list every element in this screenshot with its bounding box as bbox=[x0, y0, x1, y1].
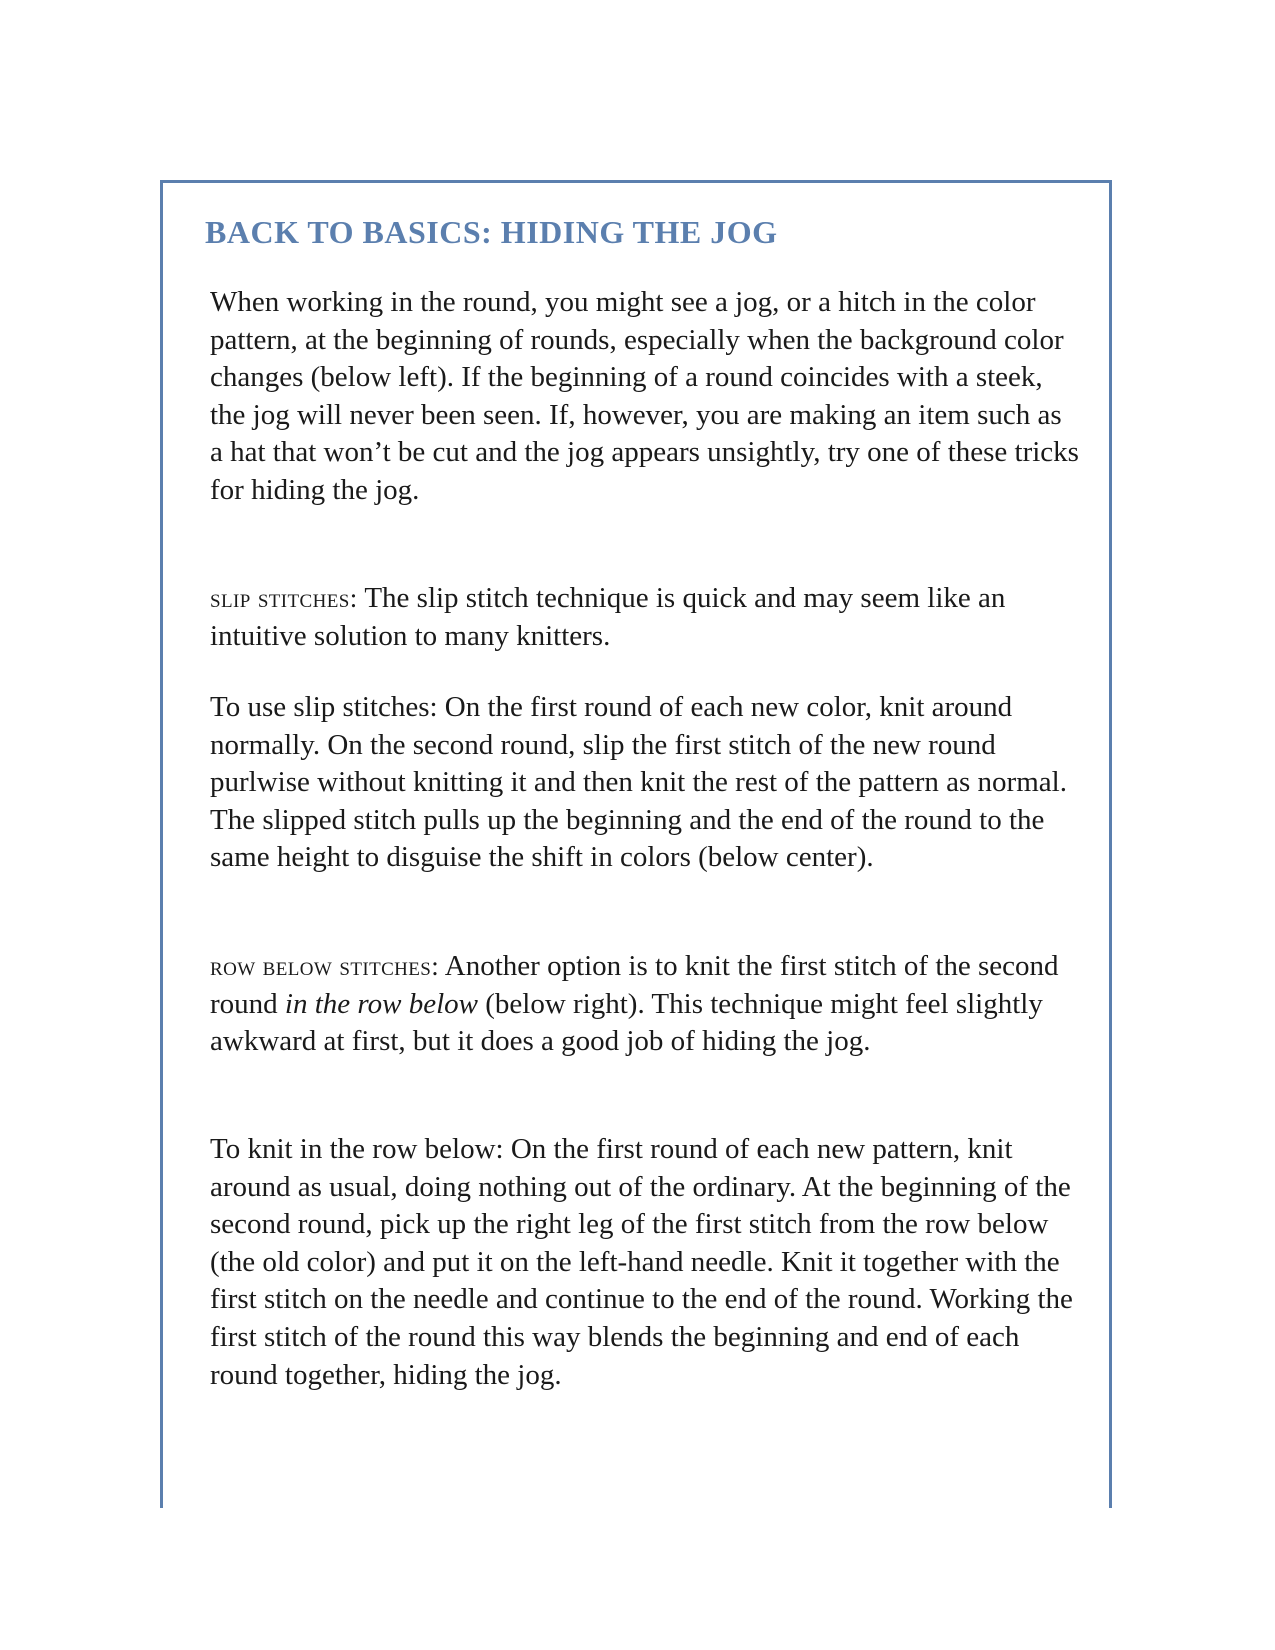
row-below-label: row below stitches: bbox=[210, 951, 440, 981]
row-below-text-before: Another option is to knit the first stitch of the second round bbox=[210, 950, 1059, 1020]
slip-stitches-label: slip stitches: bbox=[210, 583, 358, 613]
slip-stitches-paragraph bbox=[210, 580, 1080, 655]
row-below-text-after: (below right). This technique might feel slightly awkward at first, but it does a good job of hiding the jog. bbox=[210, 987, 1043, 1058]
row-below-paragraph bbox=[210, 948, 1080, 1061]
sidebar-title: BACK TO BASICS: HIDING THE JOG bbox=[205, 214, 778, 250]
row-below-emphasis: in the row below bbox=[284, 987, 478, 1020]
slip-stitches-text: The slip stitch technique is quick and may seem like an intuitive solution to many knitters. bbox=[210, 582, 1006, 652]
slip-stitches-howto-paragraph: To use slip stitches: On the first round of each new color, knit around normally. On the second round, slip the first stitch of the new round purlwise without knitting it and then knit the rest of the pattern as normal. The slipped stitch pulls up the beginning and the end of the round to the same height to disguise the shift in colors (below center). bbox=[210, 691, 1067, 874]
intro-paragraph: When working in the round, you might see a jog, or a hitch in the color pattern, at the beginning of rounds, especially when the background color changes (below left). If the beginning of a round coincides with a steek, the jog will never been seen. If, however, you are making an item such as a hat that won’t be cut and the jog appears unsightly, try one of these tricks for hiding the jog. bbox=[210, 286, 1079, 506]
row-below-howto-paragraph: To knit in the row below: On the first round of each new pattern, knit around as usual, doing nothing out of the ordinary. At the beginning of the second round, pick up the right leg of the first stitch from the row below (the old color) and put it on the left-hand needle. Knit it together with the first stitch on the needle and continue to the end of the round. Working the first stitch of the round this way blends the beginning and end of each round together, hiding the jog. bbox=[210, 1133, 1073, 1391]
